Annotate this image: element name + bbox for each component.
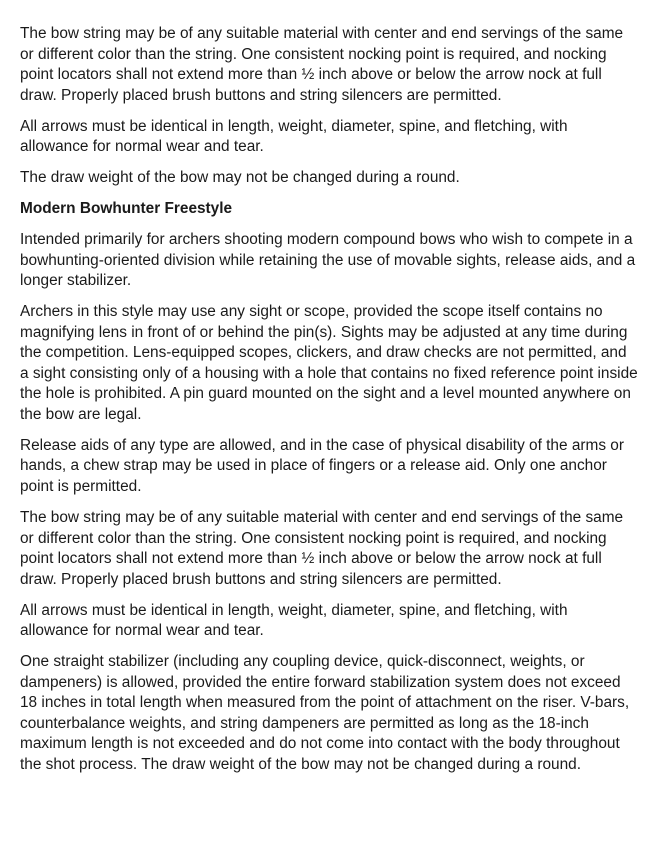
document-page bbox=[20, 24, 638, 786]
paragraph-draw-weight: The draw weight of the bow may not be changed during a round. bbox=[20, 169, 460, 187]
paragraph-intended: Intended primarily for archers shooting modern compound bows who wish to compete in a bowhunting-oriented division while retaining the use of movable sights, release aids, and a longer stabilizer. bbox=[20, 230, 636, 290]
paragraph-stabilizer: One straight stabilizer (including any coupling device, quick-disconnect, weights, or dampeners) is allowed, provided the entire forward stabilization system does not exceed 18 inches in total length when measured from the point of attachment on the riser. V-bars, counterbalance weights, and string dampeners are permitted as long as the 18-inch maximum length is not exceeded and do not come into contact with the body throughout the shot process. The draw weight of the bow may not be changed during a round. bbox=[20, 653, 630, 774]
paragraph-sights: Archers in this style may use any sight or scope, provided the scope itself contains no magnifying lens in front of or behind the pin(s). Sights may be adjusted at any time during the competition. Lens-equipped scopes, clickers, and draw checks are not permitted, and a sight consisting only of a housing with a hole that contains no fixed reference point inside the hole is prohibited. A pin guard mounted on the sight and a level mounted anywhere on the bow are legal. bbox=[20, 303, 638, 423]
section-heading: Modern Bowhunter Freestyle bbox=[20, 200, 233, 218]
paragraph-arrows-2: All arrows must be identical in length, weight, diameter, spine, and fletching, with allowance for normal wear and tear. bbox=[20, 601, 568, 640]
paragraph-arrows: All arrows must be identical in length, weight, diameter, spine, and fletching, with allowance for normal wear and tear. bbox=[20, 117, 568, 156]
paragraph-bow-string-2: The bow string may be of any suitable material with center and end servings of the same or different color than the string. One consistent nocking point is required, and nocking point locators shall not extend more than ½ inch above or below the arrow nock at full draw. Properly placed brush buttons and string silencers are permitted. bbox=[20, 508, 624, 588]
paragraph-bow-string: The bow string may be of any suitable material with center and end servings of the same or different color than the string. One consistent nocking point is required, and nocking point locators shall not extend more than ½ inch above or below the arrow nock at full draw. Properly placed brush buttons and string silencers are permitted. bbox=[20, 25, 624, 104]
paragraph-release-aids: Release aids of any type are allowed, and in the case of physical disability of the arms or hands, a chew strap may be used in place of fingers or a release aid. Only one anchor point is permitted. bbox=[20, 436, 624, 496]
